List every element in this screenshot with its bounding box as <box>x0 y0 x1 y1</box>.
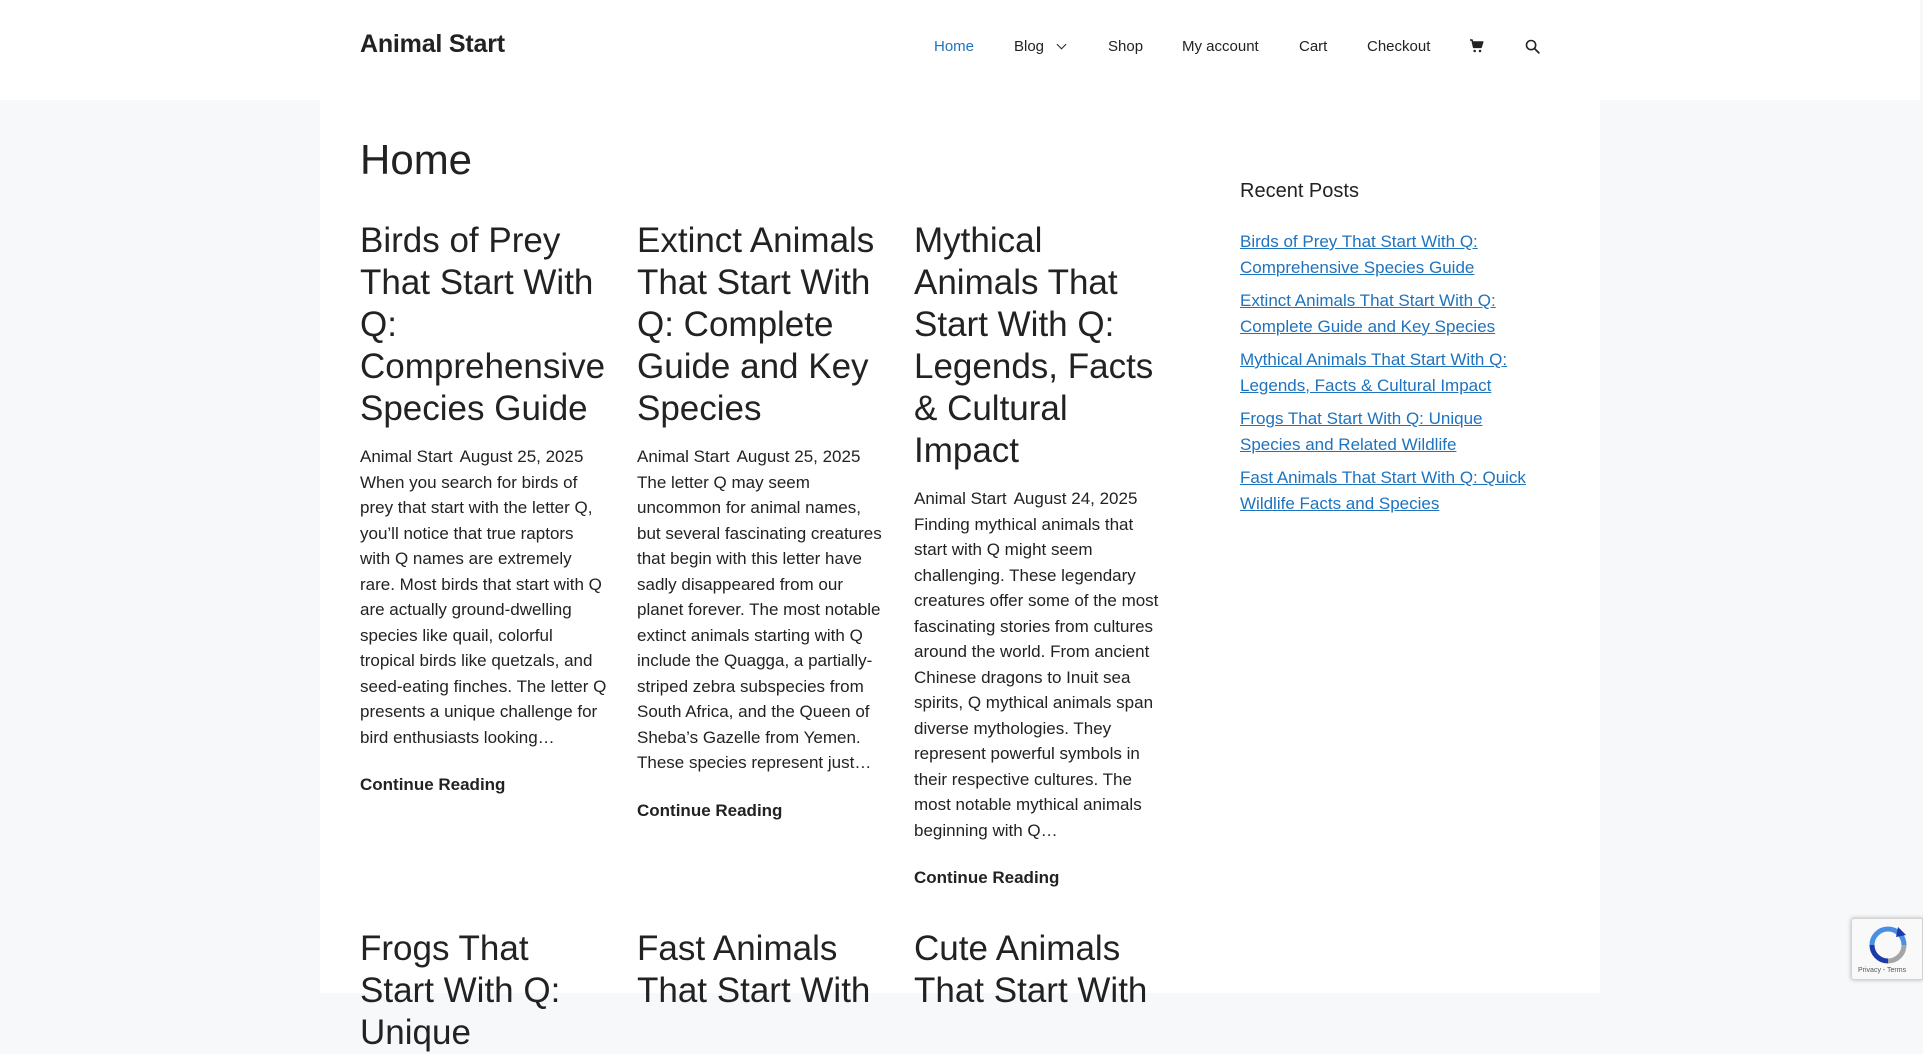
post-title[interactable]: Cute Animals That Start With <box>914 929 1148 1010</box>
post-date[interactable]: August 25, 2025 <box>736 447 861 466</box>
continue-reading-link[interactable]: Continue Reading <box>637 800 783 820</box>
recent-post-link[interactable]: Birds of Prey That Start With Q: Comprehensive Species Guide <box>1240 232 1478 277</box>
post-title[interactable]: Mythical Animals That Start With Q: Legends, Facts & Cultural Impact <box>914 221 1154 470</box>
post-date[interactable]: August 24, 2025 <box>1013 489 1138 508</box>
cart-icon[interactable] <box>1468 38 1488 58</box>
post-meta <box>914 486 1162 512</box>
nav-item-my-account[interactable]: My account <box>1182 38 1259 55</box>
post-title[interactable]: Birds of Prey That Start With Q: Comprehensive Species Guide <box>360 221 606 428</box>
recent-posts-heading: Recent Posts <box>1240 180 1359 202</box>
page-title: Home <box>360 136 473 183</box>
list-item <box>1240 465 1540 516</box>
nav-item-blog[interactable] <box>1014 38 1065 55</box>
post-title[interactable]: Extinct Animals That Start With Q: Complete Guide and Key Species <box>637 221 875 428</box>
list-item <box>1240 288 1540 339</box>
list-item <box>1240 347 1540 398</box>
list-item <box>1240 406 1540 457</box>
site-title[interactable]: Animal Start <box>360 30 505 58</box>
post-title[interactable]: Frogs That Start With Q: Unique <box>360 929 561 1052</box>
search-icon[interactable] <box>1524 38 1544 58</box>
nav-item-shop[interactable]: Shop <box>1108 38 1144 55</box>
post-meta <box>360 444 608 470</box>
recaptcha-icon <box>1868 925 1908 965</box>
post-author[interactable]: Animal Start <box>914 489 1007 508</box>
recent-post-link[interactable]: Fast Animals That Start With Q: Quick Wildlife Facts and Species <box>1240 468 1526 513</box>
nav-item-cart[interactable]: Cart <box>1299 38 1328 55</box>
chevron-down-icon <box>1057 40 1067 50</box>
post-card <box>637 220 885 821</box>
recaptcha-footer[interactable]: Privacy - Terms <box>1858 967 1907 974</box>
nav-item-checkout[interactable]: Checkout <box>1367 38 1431 55</box>
post-meta <box>637 444 885 470</box>
post-title[interactable]: Fast Animals That Start With <box>637 929 871 1010</box>
list-item <box>1240 229 1540 280</box>
post-card <box>914 220 1162 888</box>
recaptcha-badge[interactable] <box>1851 918 1923 980</box>
continue-reading-link[interactable]: Continue Reading <box>914 868 1060 887</box>
nav-item-home[interactable]: Home <box>934 38 975 55</box>
post-author[interactable]: Animal Start <box>637 447 730 466</box>
sidebar <box>1240 180 1540 524</box>
recent-post-link[interactable]: Frogs That Start With Q: Unique Species and Related Wildlife <box>1240 409 1483 454</box>
post-date[interactable]: August 25, 2025 <box>459 447 584 466</box>
recent-post-link[interactable]: Extinct Animals That Start With Q: Complete Guide and Key Species <box>1240 291 1496 336</box>
site-header <box>0 0 1920 100</box>
recent-post-link[interactable]: Mythical Animals That Start With Q: Legends, Facts & Cultural Impact <box>1240 350 1508 395</box>
post-excerpt: When you search for birds of prey that start with the letter Q, you’ll notice that true raptors with Q names are extremely rare. Most birds that start with Q are actually ground-dwelling species like quail, colorful tropical birds like quetzals, and seed-eating finches. The letter Q presents a unique challenge for bird enthusiasts looking… <box>360 472 607 747</box>
post-card <box>360 220 608 795</box>
post-author[interactable]: Animal Start <box>360 447 453 466</box>
continue-reading-link[interactable]: Continue Reading <box>360 775 506 794</box>
recent-posts-list <box>1240 229 1540 516</box>
post-excerpt: Finding mythical animals that start with Q might seem challenging. These legendary creatures offer some of the most fascinating stories from cultures around the world. From ancient Chinese dragons to Inuit sea spirits, Q mythical animals span diverse mythologies. They represent powerful symbols in their respective cultures. The most notable mythical animals beginning with Q… <box>914 514 1159 840</box>
post-excerpt: The letter Q may seem uncommon for animal names, but several fascinating creatures that begin with this letter have sadly disappeared from our planet forever. The most notable extinct animals starting with Q include the Quagga, a partially-striped zebra subspecies from South Africa, and the Queen of Sheba’s Gazelle from Yemen. These species represent just… <box>637 472 882 772</box>
nav-item-blog-label: Blog <box>1014 38 1045 55</box>
